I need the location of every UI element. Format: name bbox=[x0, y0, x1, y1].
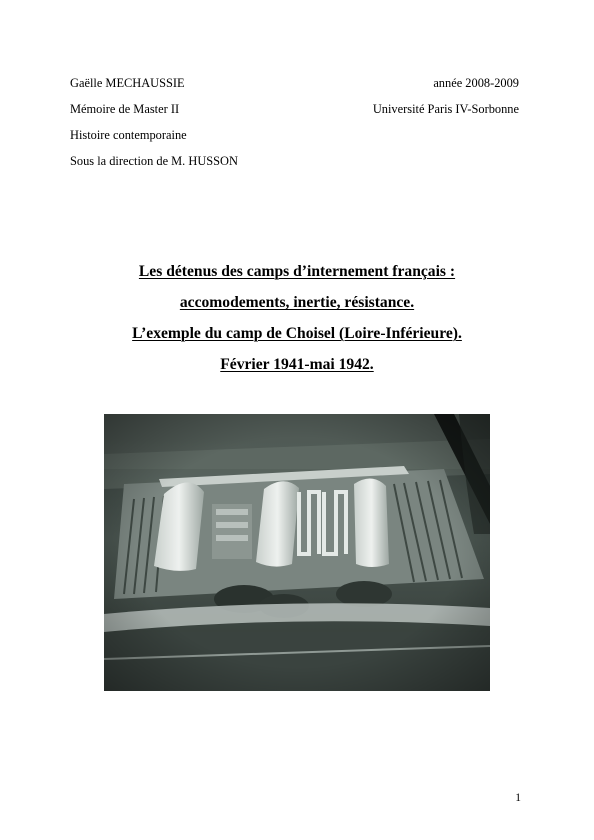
author-info bbox=[70, 70, 238, 174]
academic-year: année 2008-2009 bbox=[433, 76, 519, 90]
supervisor: Sous la direction de M. HUSSON bbox=[70, 154, 238, 168]
thesis-title bbox=[60, 256, 534, 380]
aerial-camp-photo bbox=[104, 414, 490, 691]
page-number: 1 bbox=[515, 792, 521, 804]
title-line-2: accomodements, inertie, résistance. bbox=[179, 294, 415, 311]
university: Université Paris IV-Sorbonne bbox=[372, 102, 519, 116]
institution-info bbox=[373, 70, 519, 122]
title-line-4: Février 1941-mai 1942. bbox=[220, 356, 374, 373]
title-line-3: L’exemple du camp de Choisel (Loire-Inférieure). bbox=[132, 325, 462, 342]
title-line-1: Les détenus des camps d’internement français : bbox=[138, 263, 456, 280]
field: Histoire contemporaine bbox=[70, 128, 187, 142]
author-name: Gaëlle MECHAUSSIE bbox=[70, 76, 185, 90]
degree: Mémoire de Master II bbox=[70, 102, 180, 116]
